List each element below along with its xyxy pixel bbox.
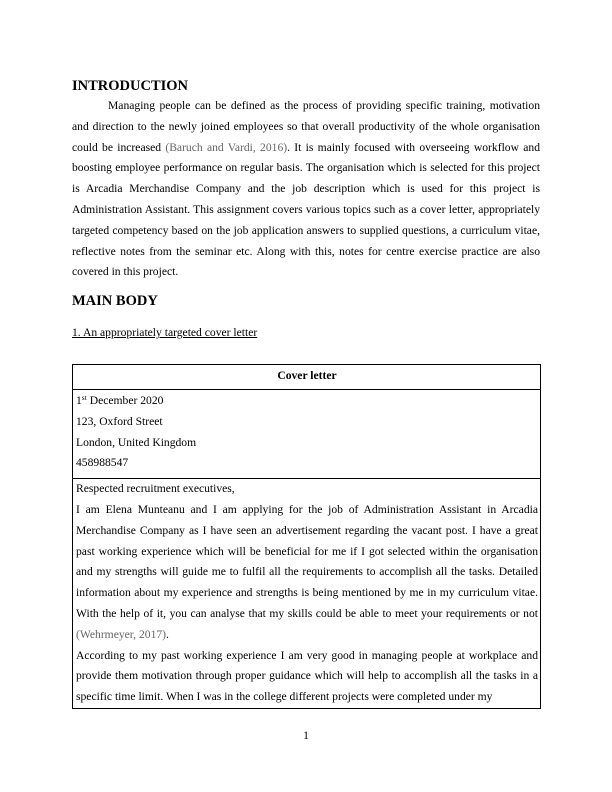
para1-text: I am Elena Munteanu and I am applying for the job of Administration Assistant in Arcadia Merchandise Company as I have seen an advertisement regarding the vacant post. I have a great past working experience which will be beneficial for me if I got selected within the organisation and my strengths will guide me to fulfil all the requirements to accomplish all the tasks. Detailed information about my experience and strengths is being mentioned by me in my curriculum vitae. With the help of it, you can analyse that my skills could be able to meet your requirements or not bbox=[76, 502, 538, 620]
date-rest: December 2020 bbox=[86, 394, 164, 407]
introduction-paragraph bbox=[72, 96, 540, 283]
para1-end: . bbox=[166, 627, 169, 641]
intro-text-part1: Managing people can be defined as the process of providing specific training, motivation and direction to the newly joined employees so that overall productivity of the whole organisation could be increased bbox=[72, 99, 540, 154]
letter-date bbox=[76, 391, 538, 412]
address-cell bbox=[73, 390, 541, 479]
address-street: 123, Oxford Street bbox=[76, 414, 163, 428]
page-number: 1 bbox=[303, 729, 309, 742]
cover-letter-title: Cover letter bbox=[73, 365, 541, 390]
letter-salutation: Respected recruitment executives, bbox=[76, 482, 235, 496]
letter-body-row bbox=[73, 479, 541, 709]
cover-letter-subheading: 1. An appropriately targeted cover letter bbox=[72, 326, 258, 340]
table-header-row bbox=[73, 365, 541, 390]
main-body-heading: MAIN BODY bbox=[72, 293, 158, 310]
date-day: 1 bbox=[76, 394, 82, 407]
intro-citation: (Baruch and Vardi, 2016) bbox=[165, 140, 288, 154]
date-suffix: st bbox=[81, 393, 87, 402]
cover-letter-table bbox=[72, 364, 541, 709]
phone-number: 458988547 bbox=[76, 456, 129, 470]
address-city: London, United Kingdom bbox=[76, 435, 197, 449]
intro-text-part2: . It is mainly focused with overseeing workflow and boosting employee performance on regular basis. The organisation which is selected for this project is Arcadia Merchandise Company and the job description which is used for this project is Administration Assistant. This assignment covers various topics such as a cover letter, appropriately targeted competency based on the job application answers to supplied questions, a curriculum vitae, reflective notes from the seminar etc. Along with this, notes for centre exercise practice are also covered in this project. bbox=[72, 140, 540, 279]
para1-citation: (Wehrmeyer, 2017) bbox=[76, 627, 167, 641]
letter-body-cell bbox=[73, 479, 541, 709]
letter-paragraph-2: According to my past working experience I am very good in managing people at workplace and provide them motivation through proper guidance which will help to accomplish all the tasks in a specific time limit. When I was in the college different projects were completed under my bbox=[76, 648, 538, 704]
letter-paragraph-1 bbox=[76, 500, 538, 646]
page-content bbox=[72, 76, 540, 341]
address-row bbox=[73, 390, 541, 479]
introduction-heading: INTRODUCTION bbox=[72, 78, 189, 94]
